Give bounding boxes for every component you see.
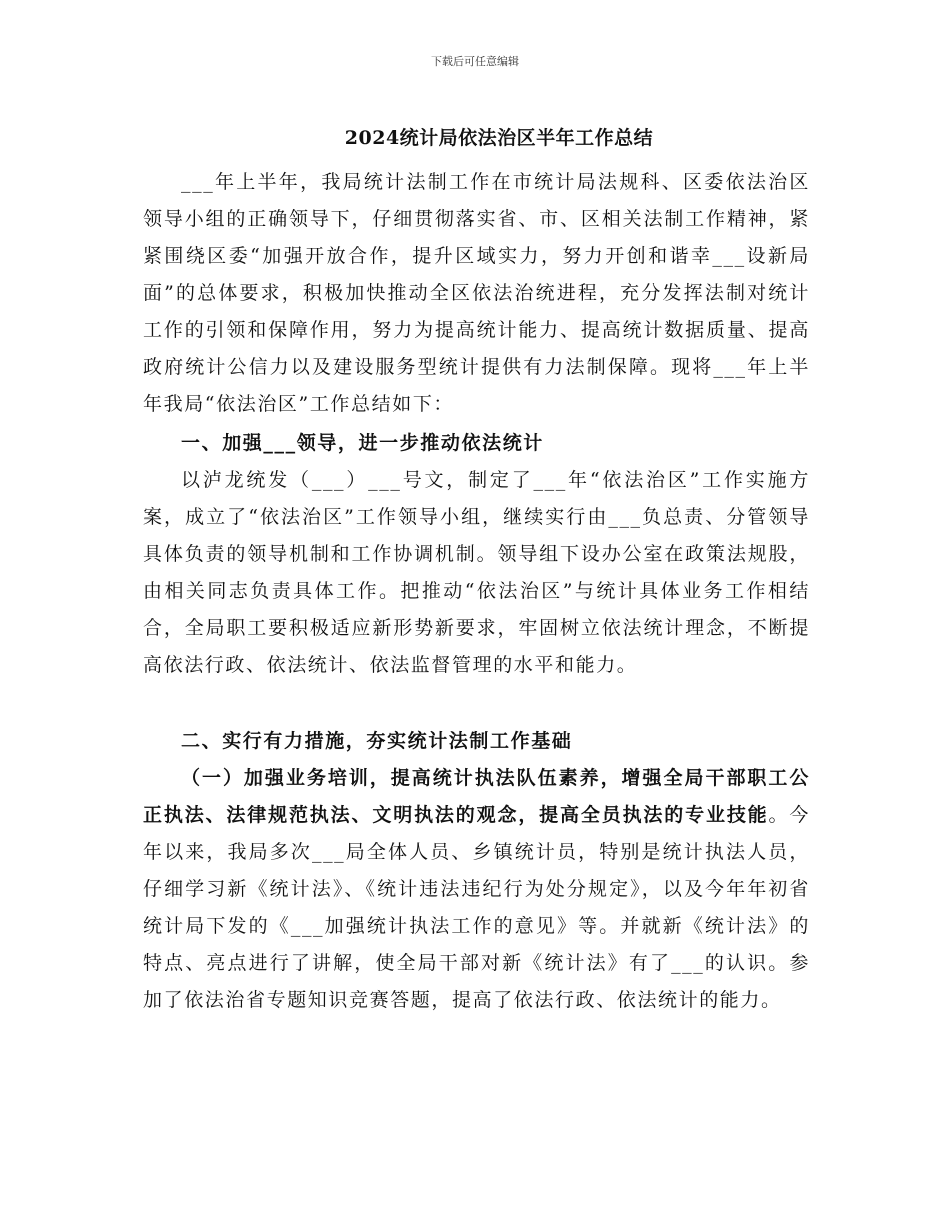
intro-paragraph: ___年上半年，我局统计法制工作在市统计局法规科、区委依法治区领导小组的正确领导下，仔细贯彻落实省、市、区相关法制工作精神，紧紧围绕区委“加强开放合作，提升区域实力，努力开创和谐幸___设新局面”的总体要求，积极加快推动全区依法治统进程，充分发挥法制对统计工作的引领和保障作用，努力为提高统计能力、提高统计数据质量、提高政府统计公信力以及建设服务型统计提供有力法制保障。现将___年上半年我局“依法治区”工作总结如下： [143, 171, 810, 415]
section2-sub1-paragraph [143, 760, 810, 1019]
section2-heading: 二、实行有力措施，夯实统计法制工作基础 [181, 730, 573, 752]
document-title: 2024统计局依法治区半年工作总结 [344, 127, 654, 149]
section2-heading-block [143, 723, 810, 760]
section1-body: 以泸龙统发（___）___号文，制定了___年“依法治区”工作实施方案，成立了“依法治区”工作领导小组，继续实行由___负总责、分管领导具体负责的领导机制和工作协调机制。领导组下设办公室在政策法规股，由相关同志负责具体工作。把推动“依法治区”与统计具体业务工作相结合，全局职工要积极适应新形势新要求，牢固树立依法统计理念，不断提高依法行政、依法统计、依法监督管理的水平和能力。 [143, 469, 810, 676]
section1-heading: 一、加强___领导，进一步推动依法统计 [181, 432, 544, 454]
section2-sub1-bold-lead: （一）加强业务培训，提高统计执法队伍素养，增强全局干部职工公正执法、法律规范执法、文明执法的观念，提高全员执法的专业技能 [143, 767, 810, 826]
section2-sub1-body: 。今年以来，我局多次___局全体人员、乡镇统计员，特别是统计执法人员，仔细学习新《统计法》、《统计违法违纪行为处分规定》，以及今年年初省统计局下发的《___加强统计执法工作的意见》等。并就新《统计法》的特点、亮点进行了讲解，使全局干部对新《统计法》有了___的认识。参加了依法治省专题知识竞赛答题，提高了依法行政、依法统计的能力。 [143, 804, 810, 1011]
header-note: 下载后可任意编辑 [431, 55, 519, 68]
section1-heading-block [143, 425, 810, 462]
intro-paragraph-block [143, 164, 810, 423]
section1-body-block [143, 462, 810, 684]
section2-sub1-block [143, 760, 810, 1019]
